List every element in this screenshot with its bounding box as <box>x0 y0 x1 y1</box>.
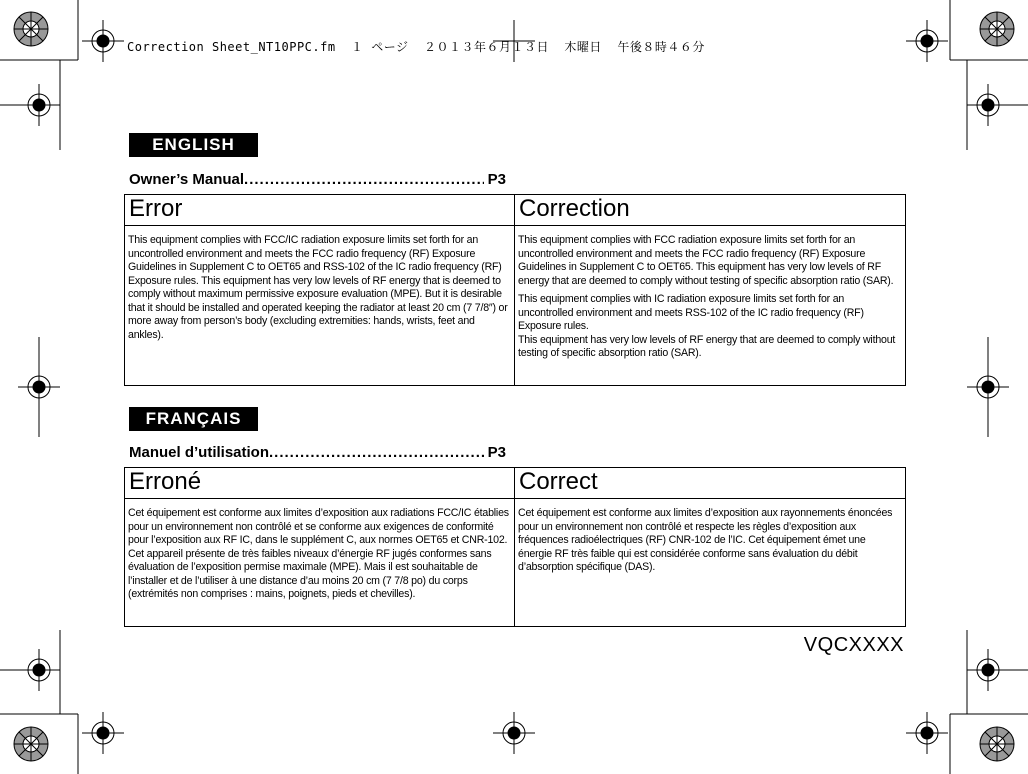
target-right-mid <box>967 366 1009 408</box>
target-left-mid <box>18 366 60 408</box>
target-right-upper <box>967 84 1009 126</box>
manual-label: Manuel d’utilisation <box>129 444 270 461</box>
error-text: This equipment complies with FCC/IC radiation exposure limits set forth for an uncontrolled environment and meets the FCC radio frequency (RF) Exposure Guidelines in Supplement C to OET65 and RSS-102 of the IC radio frequency (RF) Exposure rules. This equipment has very low levels of RF energy that is deemed to comply without maximum permissive exposure evaluation (MPE). But it is desirable that it should be installed and operated keeping the radiator at least 20 cm (7 7/8″) or more away from person’s body (excluding extremities: hands, wrists, feet and ankles). <box>128 234 508 341</box>
error-cell <box>125 226 515 386</box>
target-top-right <box>906 20 948 62</box>
error-text: Cet équipement est conforme aux limites d’exposition aux radiations FCC/IC établies pour un environnement non contrôlé et se conforme aux exigences de conformité pour l’exposition aux RF IC, dans le supplément C, aux normes OET65 et CNR-102. Cet appareil présente de très faibles niveaux d’énergie RF jugés conformes sans évaluation de l’exposition permise maximale (MPE). Mais il est souhaitable de l’installer et de l’utiliser à une distance d’au moins 20 cm (7 7/8 po) du corps (extrémités non comprises : mains, poignets, pieds et chevilles). <box>128 507 509 600</box>
target-right-lower <box>967 649 1009 691</box>
error-cell <box>125 499 515 627</box>
target-top-left <box>82 20 124 62</box>
target-bottom-center <box>493 712 535 754</box>
correction-cell <box>515 499 906 627</box>
error-header: Error <box>125 195 515 226</box>
correction-text: Cet équipement est conforme aux limites d’exposition aux rayonnements énoncées pour un environnement non contrôlé et respecte les règles d’exposition aux fréquences radioélectriques (RF) CNR-102 de l’IC. Cet équipement émet une énergie RF très faible qui est considérée conforme sans évaluation du débit d’absorption spécifique (DAS). <box>518 507 893 573</box>
french-correction-table <box>124 467 906 627</box>
correction-paragraph: This equipment has very low levels of RF energy that are deemed to comply without testing of specific absorption ratio (SAR). <box>518 333 896 359</box>
leader-dots <box>269 444 484 461</box>
english-banner: ENGLISH <box>129 133 258 157</box>
leader-dots <box>244 171 484 188</box>
manual-label: Owner’s Manual <box>129 171 245 188</box>
target-bottom-right <box>906 712 948 754</box>
print-header: Correction Sheet_NT10PPC.fm １ ページ ２０１３年６月１３日 木曜日 午後８時４６分 <box>127 40 705 54</box>
target-left-upper <box>18 84 60 126</box>
star-chart-bottom-right <box>980 727 1014 761</box>
french-manual-line <box>129 444 506 461</box>
target-left-lower <box>18 649 60 691</box>
correction-header: Correct <box>515 468 906 499</box>
french-banner: FRANÇAIS <box>129 407 258 431</box>
error-header: Erroné <box>125 468 515 499</box>
page-ref: P3 <box>487 171 506 188</box>
correction-paragraph: This equipment complies with IC radiation exposure limits set forth for an uncontrolled environment and meets RSS-102 of the IC radio frequency (RF) Exposure rules. <box>518 293 864 332</box>
page-ref: P3 <box>487 444 506 461</box>
correction-header: Correction <box>515 195 906 226</box>
correction-cell <box>515 226 906 386</box>
correction-paragraph: This equipment complies with FCC radiation exposure limits set forth for an uncontrolled environment and meets the FCC radio frequency (RF) Exposure Guidelines in Supplement C to OET65. This equipment has very low levels of RF energy that are deemed to comply without testing of specific absorption ratio (SAR). <box>518 234 894 287</box>
document-code: VQCXXXX <box>803 634 904 656</box>
star-chart-top-right <box>980 12 1014 46</box>
star-chart-top-left <box>14 12 48 46</box>
english-correction-table <box>124 194 906 386</box>
english-manual-line <box>129 171 506 188</box>
target-bottom-left <box>82 712 124 754</box>
star-chart-bottom-left <box>14 727 48 761</box>
